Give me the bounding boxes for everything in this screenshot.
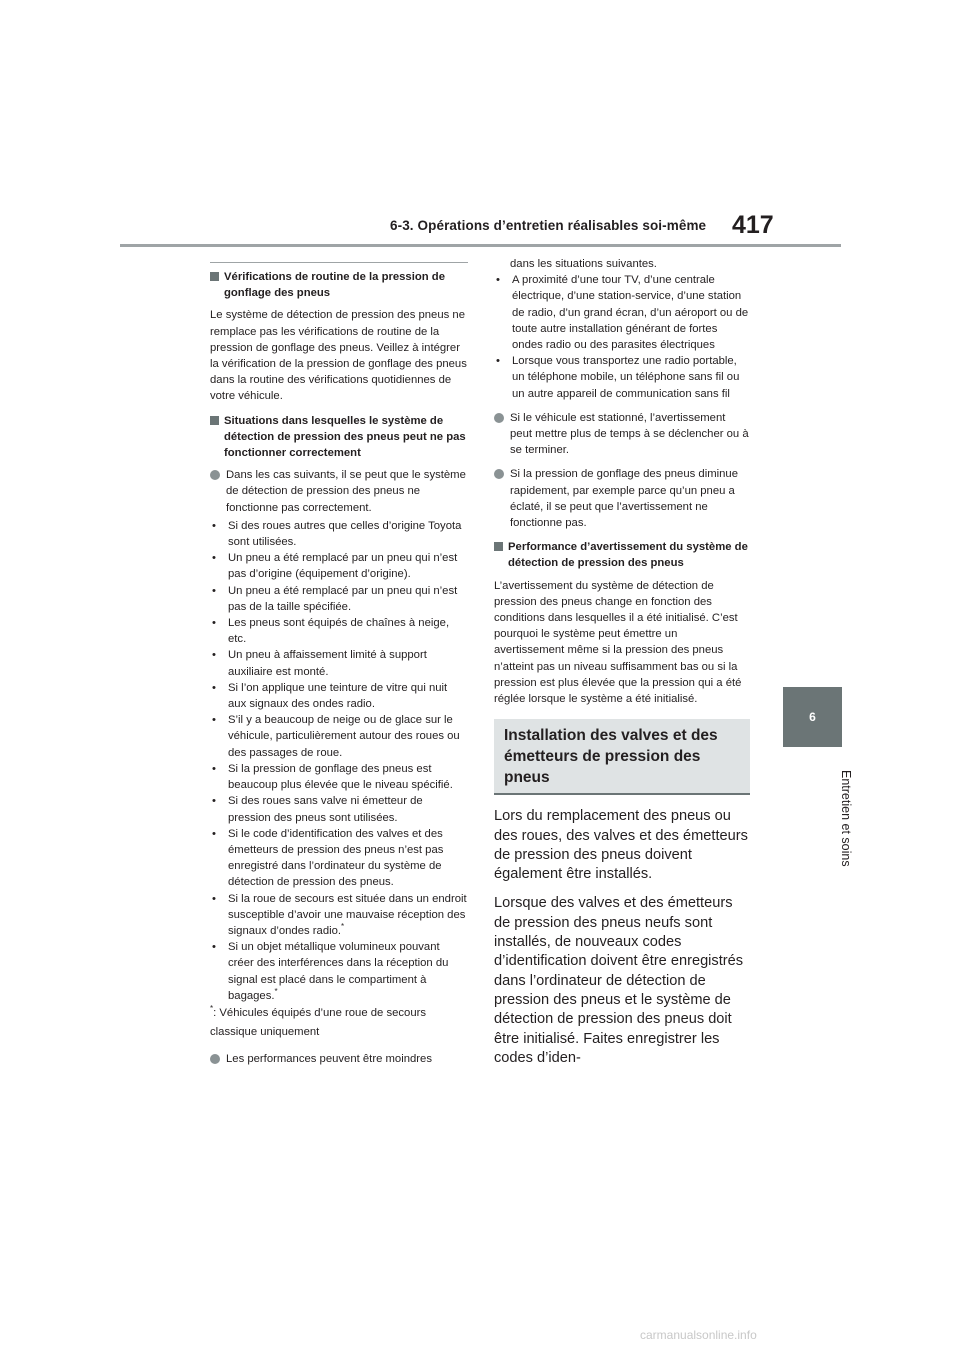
dot-item-text: Les performances peuvent être moindres bbox=[226, 1052, 432, 1065]
dot-item bbox=[210, 467, 468, 516]
dot-item bbox=[494, 466, 750, 531]
bullet-mark: • bbox=[212, 552, 216, 565]
bullet-mark: • bbox=[212, 649, 216, 662]
list-item bbox=[210, 680, 468, 712]
bullet-mark: • bbox=[212, 617, 216, 630]
bullet-mark: • bbox=[212, 795, 216, 808]
dot-item-text: Si le véhicule est stationné, l’avertissement peut mettre plus de temps à se déclencher ou à se terminer. bbox=[510, 411, 749, 457]
paragraph-install-1: Lors du remplacement des pneus ou des roues, des valves et des émetteurs de pression des pneus doivent également être installés. bbox=[494, 808, 748, 883]
bullet-mark: • bbox=[212, 681, 216, 694]
chapter-number: 6 bbox=[809, 710, 816, 724]
list-item-text: Un pneu a été remplacé par un pneu qui n’est pas de la taille spécifiée. bbox=[228, 584, 458, 613]
list-item-text: A proximité d’une tour TV, d’une centrale électrique, d’une station-service, d’une station de radio, d’un grand écran, d’un aéroport ou de toute autre installation générant de fortes ondes radio ou des parasites électriques bbox=[512, 274, 749, 352]
list-item bbox=[210, 891, 468, 940]
continued-text: dans les situations suivantes. bbox=[510, 258, 657, 270]
page-number: 417 bbox=[732, 211, 774, 239]
list-item-text: Si la roue de secours est située dans un endroit susceptible d’avoir une mauvaise réception des signaux d’ondes radio. bbox=[228, 892, 467, 937]
list-item-text: S’il y a beaucoup de neige ou de glace sur le véhicule, particulièrement autour des roues ou des passages de roue. bbox=[228, 714, 460, 759]
list-item bbox=[210, 793, 468, 825]
section-title-box bbox=[494, 719, 750, 795]
heading-warning-performance bbox=[494, 539, 750, 571]
bullet-mark: • bbox=[496, 355, 500, 368]
bullet-mark: • bbox=[212, 714, 216, 727]
list-item bbox=[210, 939, 468, 1004]
heading-text: Situations dans lesquelles le système de détection de pression des pneus peut ne pas fonctionner correctement bbox=[224, 414, 466, 460]
dot-item-text: Dans les cas suivants, il se peut que le système de détection de pression des pneus ne fonctionne pas correctement. bbox=[226, 469, 466, 514]
list-item bbox=[210, 761, 468, 793]
list-item-text: Un pneu a été remplacé par un pneu qui n’est pas d’origine (équipement d’origine). bbox=[228, 552, 458, 581]
paragraph-warning-performance: L’avertissement du système de détection de pression des pneus change en fonction des conditions dans lesquelles il a été initialisé. C’est pourquoi le système peut émettre un avertissement même si la pression des pneus n’atteint pas un niveau suffisamment bas ou si la pression est plus élevée que la pression qui a été réglée lorsque le système a été initialisé. bbox=[494, 579, 742, 706]
circle-bullet-icon bbox=[210, 1054, 220, 1064]
footnote-mark: * bbox=[274, 986, 278, 996]
list-item bbox=[210, 647, 468, 679]
chapter-label: Entretien et soins bbox=[839, 770, 853, 867]
dot-item-text: Si la pression de gonflage des pneus diminue rapidement, par exemple parce qu’un pneu a éclaté, il se peut que l’avertissement ne fonctionne pas. bbox=[510, 468, 738, 530]
bullet-mark: • bbox=[212, 827, 216, 840]
circle-bullet-icon bbox=[494, 413, 504, 423]
footnote bbox=[210, 1004, 468, 1042]
section-title: Installation des valves et des émetteurs de pression des pneus bbox=[504, 727, 718, 787]
chapter-side-label bbox=[773, 770, 853, 890]
heading-situations bbox=[210, 413, 468, 462]
dot-item bbox=[494, 410, 750, 459]
footnote-text: : Véhicules équipés d’une roue de secours classique uniquement bbox=[210, 1006, 427, 1038]
circle-bullet-icon bbox=[494, 469, 504, 479]
column-rule bbox=[210, 262, 468, 263]
footnote-mark: * bbox=[341, 922, 345, 932]
list-item-text: Un pneu à affaissement limité à support auxiliaire est monté. bbox=[228, 649, 427, 678]
left-column bbox=[210, 262, 468, 1069]
bullet-mark: • bbox=[212, 584, 216, 597]
chapter-tab bbox=[783, 687, 842, 747]
paragraph-routine-checks: Le système de détection de pression des pneus ne remplace pas les vérifications de routine de la pression de gonflage des pneus. Veillez à intégrer la vérification de la pression de gonflage des pneus dans la routine des vérifications quotidiennes de votre véhicule. bbox=[210, 309, 467, 403]
right-column bbox=[494, 256, 750, 1078]
square-bullet-icon bbox=[210, 416, 219, 425]
list-item bbox=[210, 550, 468, 582]
list-item-text: Si des roues sans valve ni émetteur de pression des pneus sont utilisées. bbox=[228, 795, 423, 824]
paragraph-install-2: Lorsque des valves et des émetteurs de pression des pneus neufs sont installés, de nouveaux codes d’identification doivent être enregistrés dans l’ordinateur de détection de pression des pneus et le système de détection de pression des pneus doit être initialisé. Faites enregistrer les codes d’iden- bbox=[494, 895, 744, 1066]
list-item bbox=[210, 518, 468, 550]
bullet-mark: • bbox=[496, 274, 500, 287]
heading-text: Vérifications de routine de la pression de gonflage des pneus bbox=[224, 271, 445, 300]
list-item bbox=[210, 615, 468, 647]
bullet-mark: • bbox=[212, 762, 216, 775]
footnote-mark: * bbox=[210, 1004, 214, 1014]
list-item bbox=[494, 272, 750, 353]
list-item-text: Si un objet métallique volumineux pouvant créer des interférences dans la réception du signal est placé dans le compartiment à bagages. bbox=[228, 941, 449, 1002]
heading-text: Performance d’avertissement du système de détection de pression des pneus bbox=[508, 541, 748, 570]
bullet-mark: • bbox=[212, 941, 216, 954]
watermark: carmanualsonline.info bbox=[640, 1328, 757, 1342]
circle-bullet-icon bbox=[210, 470, 220, 480]
bullet-mark: • bbox=[212, 519, 216, 532]
list-item-text: Si des roues autres que celles d’origine Toyota sont utilisées. bbox=[228, 519, 462, 549]
dot-item bbox=[210, 1051, 468, 1067]
list-item-text: Les pneus sont équipés de chaînes à neige, etc. bbox=[228, 617, 450, 646]
header-rule bbox=[120, 244, 841, 247]
heading-routine-checks bbox=[210, 269, 468, 301]
list-item-text: Si la pression de gonflage des pneus est beaucoup plus élevée que le niveau spécifié. bbox=[228, 762, 453, 792]
sub-list bbox=[210, 518, 468, 1004]
list-item bbox=[494, 353, 750, 402]
list-item-text: Si le code d’identification des valves et des émetteurs de pression des pneus n’est pas enregistré dans l’ordinateur du système de détection de pression des pneus. bbox=[228, 827, 444, 889]
running-header-title: 6-3. Opérations d’entretien réalisables soi-même bbox=[390, 218, 707, 233]
list-item-text: Lorsque vous transportez une radio portable, un téléphone mobile, un téléphone sans fil ou un autre appareil de communication sans fil bbox=[512, 355, 740, 400]
bullet-mark: • bbox=[212, 892, 216, 905]
square-bullet-icon bbox=[210, 272, 219, 281]
list-item bbox=[210, 583, 468, 615]
square-bullet-icon bbox=[494, 542, 503, 551]
list-item bbox=[210, 826, 468, 891]
list-item-text: Si l’on applique une teinture de vitre qui nuit aux signaux des ondes radio. bbox=[228, 681, 448, 711]
list-item bbox=[210, 712, 468, 761]
